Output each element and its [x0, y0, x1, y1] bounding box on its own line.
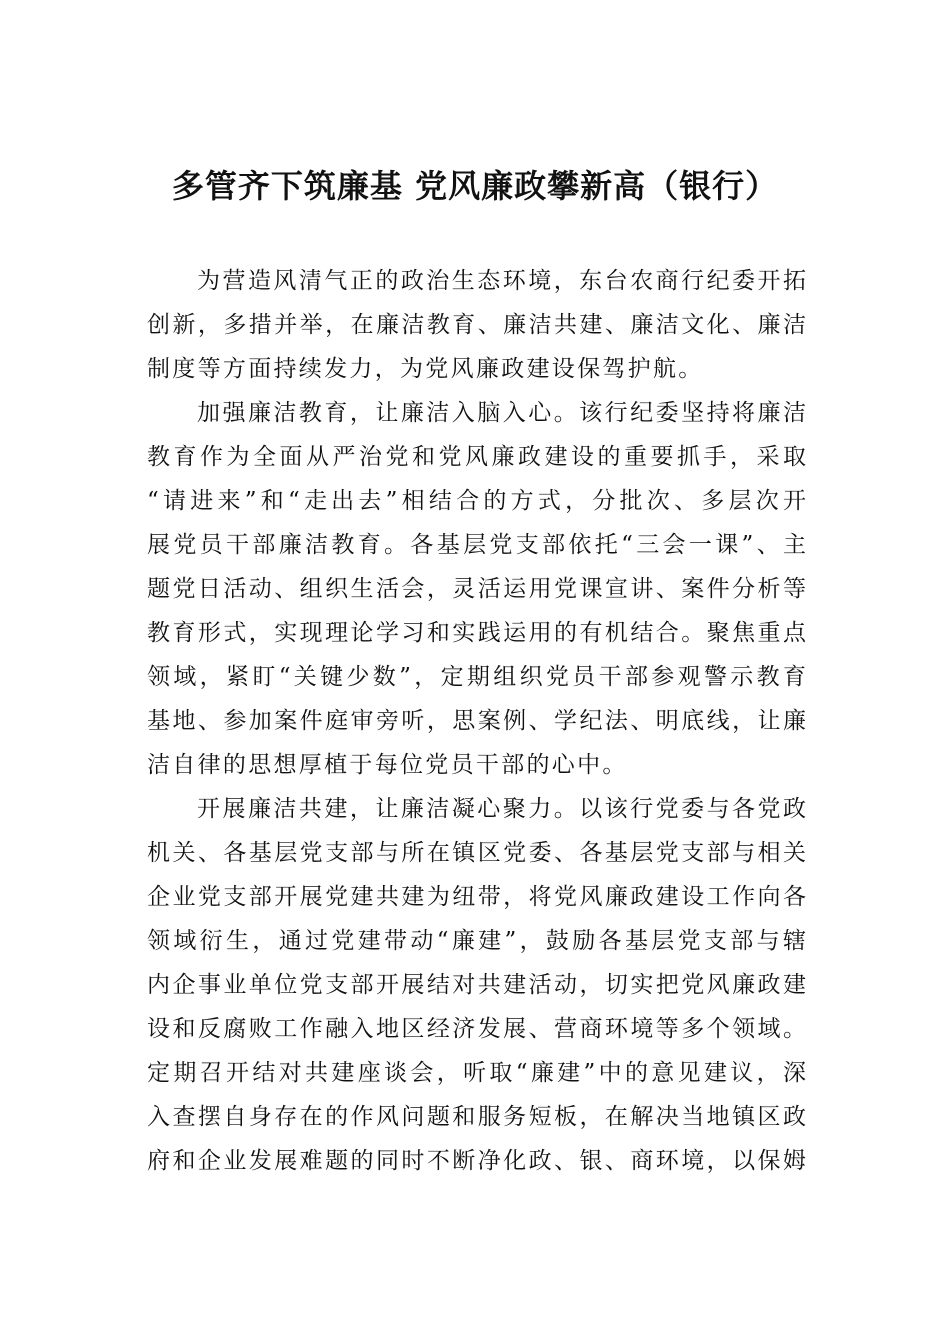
text-line: 设和反腐败工作融入地区经济发展、营商环境等多个领域。: [147, 1016, 806, 1042]
text-line: 入查摆自身存在的作风问题和服务短板，在解决当地镇区政: [147, 1104, 806, 1130]
text-line: 加强廉洁教育，让廉洁入脑入心。该行纪委坚持将廉洁: [197, 400, 806, 426]
document-body: [147, 259, 806, 1183]
paragraph: [147, 259, 806, 391]
text-line: 机关、各基层党支部与所在镇区党委、各基层党支部与相关: [147, 840, 806, 866]
text-line: 制度等方面持续发力，为党风廉政建设保驾护航。: [147, 356, 704, 382]
text-line: 教育作为全面从严治党和党风廉政建设的重要抓手，采取: [147, 444, 806, 470]
text-line: 基地、参加案件庭审旁听，思案例、学纪法、明底线，让廉: [147, 708, 806, 734]
text-line: 企业党支部开展党建共建为纽带，将党风廉政建设工作向各: [147, 884, 806, 910]
text-line: 府和企业发展难题的同时不断净化政、银、商环境，以保姆: [147, 1148, 806, 1174]
text-line: 领域衍生，通过党建带动“廉建”，鼓励各基层党支部与辖: [147, 928, 806, 954]
paragraph: [147, 787, 806, 1183]
text-line: 题党日活动、组织生活会，灵活运用党课宣讲、案件分析等: [147, 576, 806, 602]
paragraph: [147, 391, 806, 787]
document-title: 多管齐下筑廉基 党风廉政攀新高（银行）: [171, 167, 779, 205]
text-line: 领域，紧盯“关键少数”，定期组织党员干部参观警示教育: [147, 664, 806, 690]
text-line: 教育形式，实现理论学习和实践运用的有机结合。聚焦重点: [147, 620, 806, 646]
text-line: “请进来”和“走出去”相结合的方式，分批次、多层次开: [147, 488, 806, 514]
text-line: 创新，多措并举，在廉洁教育、廉洁共建、廉洁文化、廉洁: [147, 312, 806, 338]
text-line: 展党员干部廉洁教育。各基层党支部依托“三会一课”、主: [147, 532, 806, 558]
text-line: 为营造风清气正的政治生态环境，东台农商行纪委开拓: [197, 268, 806, 294]
text-line: 定期召开结对共建座谈会，听取“廉建”中的意见建议，深: [147, 1060, 806, 1086]
text-line: 洁自律的思想厚植于每位党员干部的心中。: [147, 752, 628, 778]
text-line: 开展廉洁共建，让廉洁凝心聚力。以该行党委与各党政: [197, 796, 806, 822]
text-line: 内企事业单位党支部开展结对共建活动，切实把党风廉政建: [147, 972, 806, 998]
